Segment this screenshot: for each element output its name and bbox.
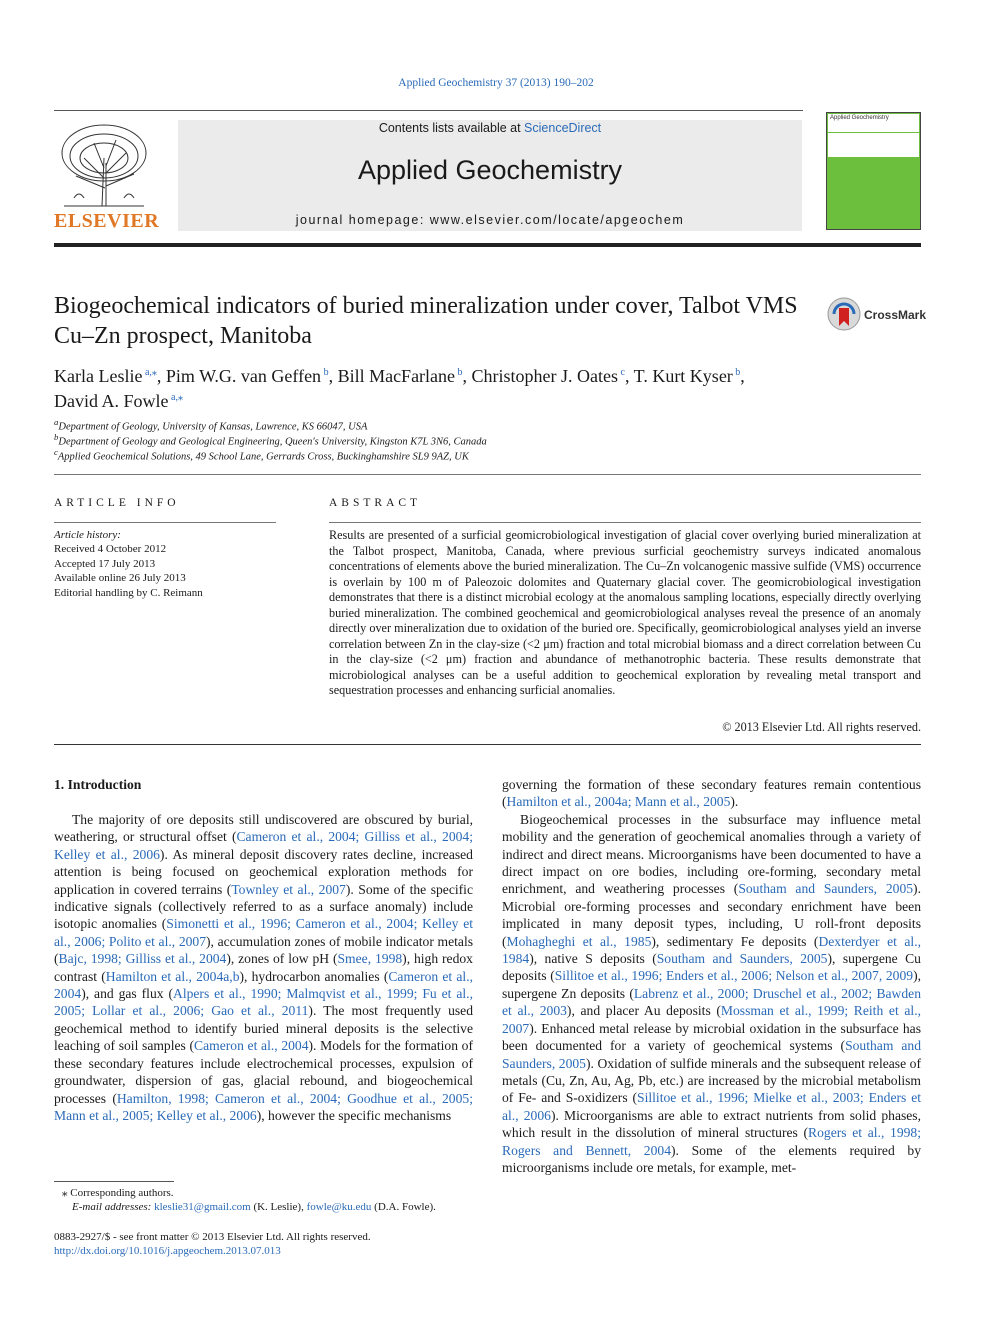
- author-name: Bill MacFarlane: [337, 366, 456, 386]
- intro-left-column: [54, 811, 473, 1124]
- affil-text: Department of Geology and Geological Engineering, Queen's University, Kingston K7L 3N6, Canada: [58, 436, 487, 448]
- journal-homepage[interactable]: journal homepage: www.elsevier.com/locate/apgeochem: [295, 213, 685, 227]
- abstract-rule: [329, 522, 921, 523]
- body-text: Biogeochemical processes in the subsurface may influence metal mobility and the generation of geochemical anomalies through a variety of indirect and direct means. Microorganisms have been documented to have a direct impact on ore bodies, including ore-forming, secondary metal enrichment, and weathering processes (: [502, 811, 921, 897]
- abstract-text: Results are presented of a surficial geomicrobiological investigation of glacial cover overlying buried mineralization at the Talbot prospect, Manitoba, Canada, where previous surficial geochemistry surveys indicated anomalous concentrations of elements above the buried mineralization. The Cu–Zn volcanogenic massive sulfide (VMS) occurrence is overlain by 100 m of Paleozoic dolomites and Quaternary glacial cover. The geomicrobiological investigation demonstrates that there is a distinct microbial ecology at the anomalous sampling locations, especially directly overlying buried mineralization. The combined geochemical and geomicrobiological analyses reveal the presence of an anomaly directly over mineralization due to oxidation of the buried ore. Specifically, geomicrobiological analyses yield an inverse correlation between Zn in the clay-size (<2 μm) fraction and total microbial biomass and a direct correlation between Cu in the clay-size (<2 μm) fraction and abundance of methanotrophic bacteria. These results demonstrate that microbiological analyses can be a useful addition to geochemical exploration by revealing metal transport and sequestration processes and enhancing surficial anomalies.: [329, 528, 921, 698]
- abstract-bottom-rule: [54, 744, 921, 745]
- citation-link[interactable]: Mossman et al., 1999; Reith et al., 2007: [502, 1003, 921, 1036]
- author-name: T. Kurt Kyser: [633, 366, 733, 386]
- citation-link[interactable]: Hamilton et al., 2004a,b: [105, 968, 240, 984]
- body-text: ). Oxidation of sulfide minerals and the subsequent release of metals (Cu, Zn, Au, Ag, Pb, etc.) are increased by the microbial metabolism of Fe- and S-oxidizers (: [502, 1055, 921, 1106]
- citation-link[interactable]: Cameron et al., 2004: [194, 1038, 309, 1054]
- citation-link[interactable]: Simonetti et al., 1996; Cameron et al., 2004; Kelley et al., 2006; Polito et al., 2007: [54, 916, 474, 949]
- affil-sup: c: [54, 447, 58, 457]
- email-owner-leslie: (K. Leslie),: [250, 1201, 307, 1213]
- body-text: ). Microbial ore-forming processes and secondary enrichment have been implicated in many deposit types, including, U roll-front deposits (: [502, 881, 921, 949]
- crossmark-icon[interactable]: [826, 296, 862, 332]
- affil-text: Department of Geology, University of Kansas, Lawrence, KS 66047, USA: [58, 421, 368, 433]
- doi-link[interactable]: http://dx.doi.org/10.1016/j.apgeochem.2013.07.013: [54, 1245, 281, 1257]
- author-name: Pim W.G. van Geffen: [165, 366, 322, 386]
- affiliation-b: [54, 432, 924, 448]
- history-received: Received 4 October 2012: [54, 543, 167, 556]
- body-text: ), hydrocarbon anomalies (: [239, 968, 389, 984]
- crossmark-label[interactable]: CrossMark: [864, 308, 927, 322]
- history-online: Available online 26 July 2013: [54, 572, 186, 585]
- body-text: ), and gas flux (: [81, 986, 173, 1002]
- email-link-fowle[interactable]: fowle@ku.edu: [306, 1201, 372, 1213]
- citation-link[interactable]: Sillitoe et al., 1996; Mielke et al., 2003; Enders et al., 2006: [502, 1090, 922, 1123]
- citation-link[interactable]: Alpers et al., 1990; Malmqvist et al., 1999; Fu et al., 2005; Lollar et al., 2006; Gao et al., 2011: [54, 986, 473, 1019]
- author-affil-marker[interactable]: a,⁎: [142, 367, 157, 378]
- body-text: ), accumulation zones of mobile indicator metals (: [54, 933, 474, 967]
- author-separator: ,: [462, 366, 472, 386]
- journal-title: Applied Geochemistry: [357, 155, 623, 185]
- citation-link[interactable]: Hamilton, 1998; Cameron et al., 2004; Goodhue et al., 2005; Mann et al., 2005; Kelley et al., 2006: [54, 1090, 473, 1123]
- sciencedirect-link[interactable]: ScienceDirect: [524, 121, 602, 135]
- author-affil-marker[interactable]: b: [455, 367, 463, 378]
- citation-link[interactable]: Sillitoe et al., 1996; Enders et al., 2006; Nelson et al., 2007, 2009: [554, 968, 914, 984]
- citation-link[interactable]: Mohagheghi et al., 1985: [506, 933, 652, 949]
- affil-sup: a: [54, 417, 59, 427]
- email-owner-fowle: (D.A. Fowle).: [371, 1201, 436, 1213]
- body-text: ). As mineral deposit discovery rates decline, increased attention is being focused on geochemical exploration methods for application in covered terrains (: [54, 846, 473, 897]
- article-title: Biogeochemical indicators of buried mineralization under cover, Talbot VMS Cu–Zn prospect, Manitoba: [54, 293, 798, 349]
- body-text: ), supergene Zn deposits (: [502, 968, 922, 1001]
- citation-link[interactable]: Townley et al., 2007: [231, 881, 346, 897]
- body-text: ).: [730, 794, 739, 810]
- body-text: ), native S deposits (: [529, 951, 657, 967]
- cover-title: Applied Geochemistry: [830, 115, 889, 121]
- intro-right-column: [502, 776, 921, 1176]
- email-link-leslie[interactable]: kleslie31@gmail.com: [154, 1201, 251, 1213]
- affil-sup: b: [54, 432, 59, 442]
- citation-link[interactable]: Southam and Saunders, 2005: [502, 1038, 921, 1071]
- body-text: ). Some of the specific indicative signals (collectively referred to as a surface anomaly) include isotopic anomalies (: [54, 881, 473, 932]
- journal-reference[interactable]: Applied Geochemistry 37 (2013) 190–202: [398, 77, 594, 89]
- author-list: [54, 362, 934, 412]
- article-history: [54, 528, 276, 600]
- body-text: The majority of ore deposits still undiscovered are obscured by burial, weathering, or structural offset (: [54, 812, 473, 845]
- author-separator: ,: [624, 366, 634, 386]
- article-info-rule: [54, 522, 276, 523]
- abstract-heading: ABSTRACT: [329, 497, 422, 509]
- citation-link[interactable]: Southam and Saunders, 2005: [656, 951, 828, 967]
- citation-link[interactable]: Cameron et al., 2004: [54, 968, 473, 1002]
- author-affil-marker[interactable]: a,⁎: [168, 392, 183, 403]
- affiliation-a: [54, 417, 924, 433]
- contents-line: [178, 121, 802, 135]
- email-note: [72, 1201, 436, 1213]
- author-separator: ,: [740, 366, 745, 386]
- body-text: ). The most frequently used geochemical method to identify buried mineral deposits is the selective leaching of soil samples (: [54, 1003, 474, 1054]
- header-rule: [54, 110, 803, 111]
- intro-paragraph-1: [54, 811, 473, 1124]
- citation-link[interactable]: Southam and Saunders, 2005: [738, 881, 914, 897]
- author-affil-marker[interactable]: b: [732, 367, 741, 378]
- citation-link[interactable]: Labrenz et al., 2000; Druschel et al., 2002; Bawden et al., 2003: [502, 985, 921, 1019]
- author-separator: ,: [328, 366, 338, 386]
- body-text: ), however the specific mechanisms: [256, 1107, 452, 1123]
- author-name: David A. Fowle: [54, 391, 169, 411]
- history-accepted: Accepted 17 July 2013: [54, 557, 156, 570]
- body-text: ). Some of the elements required by microorganisms include ore metals, for example, met-: [502, 1142, 921, 1175]
- author-name: Karla Leslie: [54, 366, 143, 386]
- article-info-heading: ARTICLE INFO: [54, 497, 180, 509]
- body-text: ). Enhanced metal release by microbial oxidation in the subsurface has been documented for a variety of geochemical systems (: [502, 1020, 921, 1054]
- section-heading-introduction: 1. Introduction: [54, 777, 142, 792]
- history-editor: Editorial handling by C. Reimann: [54, 586, 203, 599]
- citation-link[interactable]: Smee, 1998: [337, 951, 403, 967]
- author-separator: ,: [156, 366, 166, 386]
- author-affil-marker[interactable]: c: [618, 367, 625, 378]
- intro-paragraph-2: [502, 811, 921, 1177]
- body-text: ), sedimentary Fe deposits (: [651, 933, 819, 949]
- affiliation-c: [54, 447, 924, 463]
- citation-link[interactable]: Dexterdyer et al., 1984: [502, 933, 922, 967]
- affiliation-rule: [54, 474, 921, 475]
- contents-prefix: Contents lists available at: [378, 121, 525, 135]
- author-affil-marker[interactable]: b: [321, 367, 329, 378]
- issn-line: 0883-2927/$ - see front matter © 2013 Elsevier Ltd. All rights reserved.: [54, 1231, 371, 1243]
- body-text: ), supergene Cu deposits (: [502, 951, 921, 984]
- citation-link[interactable]: Rogers et al., 1998; Rogers and Bennett, 2004: [502, 1125, 921, 1158]
- body-text: governing the formation of these secondary features remain contentious (: [502, 777, 921, 810]
- header-thick-rule: [54, 243, 921, 247]
- corresponding-note: ⁎ Corresponding authors.: [62, 1187, 174, 1199]
- body-text: ). Microorganisms are able to extract nutrients from solid phases, which result in the dissolution of mineral structures (: [502, 1107, 921, 1141]
- affil-text: Applied Geochemical Solutions, 49 School Lane, Gerrards Cross, Buckinghamshire SL9 9AZ, UK: [57, 451, 469, 463]
- body-text: ). Models for the formation of these secondary features include electrochemical processes, expulsion of groundwater, dispersion of gas, glacial rebound, and biogeochemical processes (: [54, 1038, 473, 1106]
- footnote-rule: [54, 1181, 174, 1182]
- body-text: ), high redox contrast (: [54, 951, 473, 984]
- cover-band: [828, 133, 919, 157]
- history-label: Article history:: [54, 529, 121, 541]
- elsevier-wordmark: ELSEVIER: [54, 210, 160, 232]
- body-text: ), and placer Au deposits (: [566, 1003, 721, 1019]
- author-name: Christopher J. Oates: [471, 366, 619, 386]
- citation-link[interactable]: Cameron et al., 2004; Gilliss et al., 2004; Kelley et al., 2006: [54, 829, 473, 862]
- citation-link[interactable]: Hamilton et al., 2004a; Mann et al., 2005: [506, 794, 731, 810]
- body-text: ), zones of low pH (: [226, 951, 338, 967]
- citation-link[interactable]: Bajc, 1998; Gilliss et al., 2004: [58, 951, 227, 967]
- intro-paragraph-1-cont: [502, 776, 921, 811]
- email-label: E-mail addresses:: [72, 1201, 152, 1213]
- abstract-copyright: © 2013 Elsevier Ltd. All rights reserved.: [722, 720, 921, 734]
